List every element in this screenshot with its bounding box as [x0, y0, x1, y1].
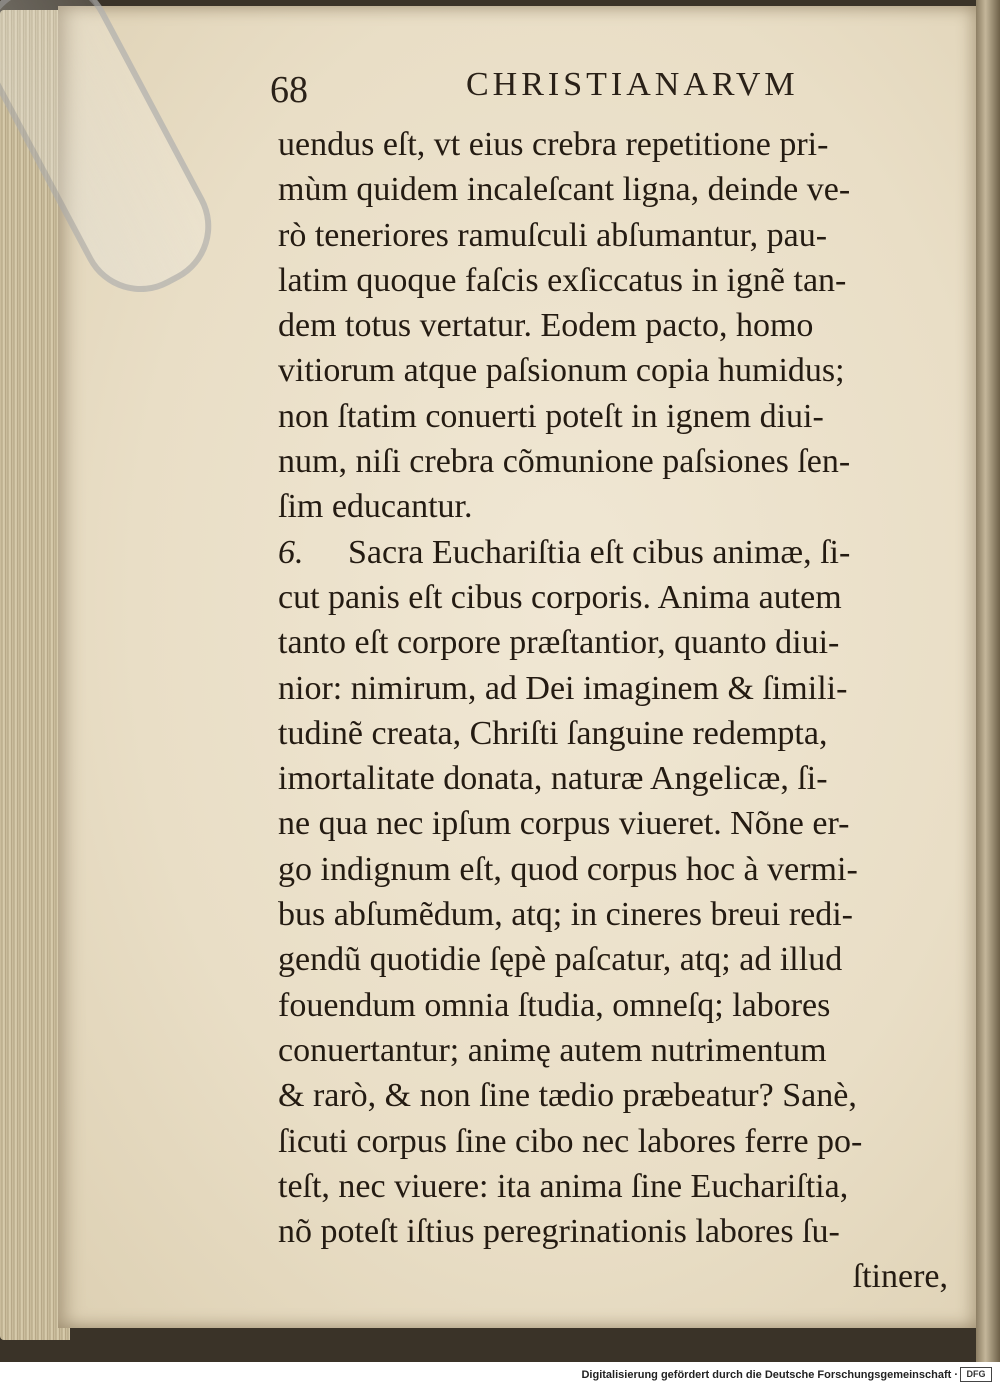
paragraph-number: 6.	[278, 533, 304, 571]
text-line: ſim educantur.	[278, 488, 473, 526]
text-line: num, niſi crebra cõmunione paſsiones ſen-	[278, 443, 851, 481]
text-line: vitiorum atque paſsionum copia humidus;	[278, 352, 845, 390]
text-line: dem totus vertatur. Eodem pacto, homo	[278, 307, 814, 345]
text-line: ne qua nec ipſum corpus viueret. Nõne er-	[278, 805, 850, 843]
text-line: ſtinere,	[852, 1258, 948, 1296]
funding-credit: Digitalisierung gefördert durch die Deutsche Forschungsgemeinschaft ·	[581, 1369, 958, 1381]
running-title: CHRISTIANARVM	[466, 66, 799, 103]
text-line: nior: nimirum, ad Dei imaginem & ſimili-	[278, 669, 848, 707]
paragraph-start-line	[278, 530, 968, 575]
text-line: go indignum eſt, quod corpus hoc à vermi-	[278, 850, 858, 888]
text-line: Sacra Euchariſtia eſt cibus animæ, ſi-	[348, 533, 851, 571]
text-line: non ſtatim conuerti poteſt in ignem diui-	[278, 397, 824, 435]
text-line: uendus eſt, vt eius crebra repetitione pri-	[278, 126, 829, 163]
text-line: rò teneriores ramuſculi abſumantur, pau-	[278, 216, 828, 254]
text-line: tudinẽ creata, Chriſti ſanguine redempta,	[278, 714, 828, 752]
text-line: ſicuti corpus ſine cibo nec labores ferre po-	[278, 1122, 863, 1160]
text-line: fouendum omnia ſtudia, omneſq; labores	[278, 986, 831, 1024]
text-line: conuertantur; animę autem nutrimentum	[278, 1031, 827, 1069]
text-line: mùm quidem incaleſcant ligna, deinde ve-	[278, 171, 851, 209]
footer-bar	[0, 1362, 1000, 1387]
text-line: teſt, nec viuere: ita anima ſine Euchariſtia,	[278, 1167, 849, 1205]
text-line: imortalitate donata, naturæ Angelicæ, ſi-	[278, 760, 828, 798]
text-line: latim quoque faſcis exſiccatus in ignẽ tan-	[278, 261, 847, 299]
dfg-logo-icon: DFG	[960, 1367, 992, 1382]
binding-edge	[976, 0, 1000, 1362]
text-line: tanto eſt corpore præſtantior, quanto diui-	[278, 624, 840, 662]
text-line: & rarò, & non ſine tædio præbeatur? Sanè,	[278, 1077, 857, 1115]
text-line: nõ poteſt iſtius peregrinationis labores ſu-	[278, 1213, 840, 1251]
page-number: 68	[270, 69, 308, 111]
text-line: gendũ quotidie ſępè paſcatur, atq; ad illud	[278, 941, 843, 979]
text-line: bus abſumẽdum, atq; in cineres breui redi-	[278, 896, 853, 934]
body-text	[278, 122, 968, 1300]
text-line: cut panis eſt cibus corporis. Anima autem	[278, 578, 842, 616]
page-header	[270, 62, 830, 111]
